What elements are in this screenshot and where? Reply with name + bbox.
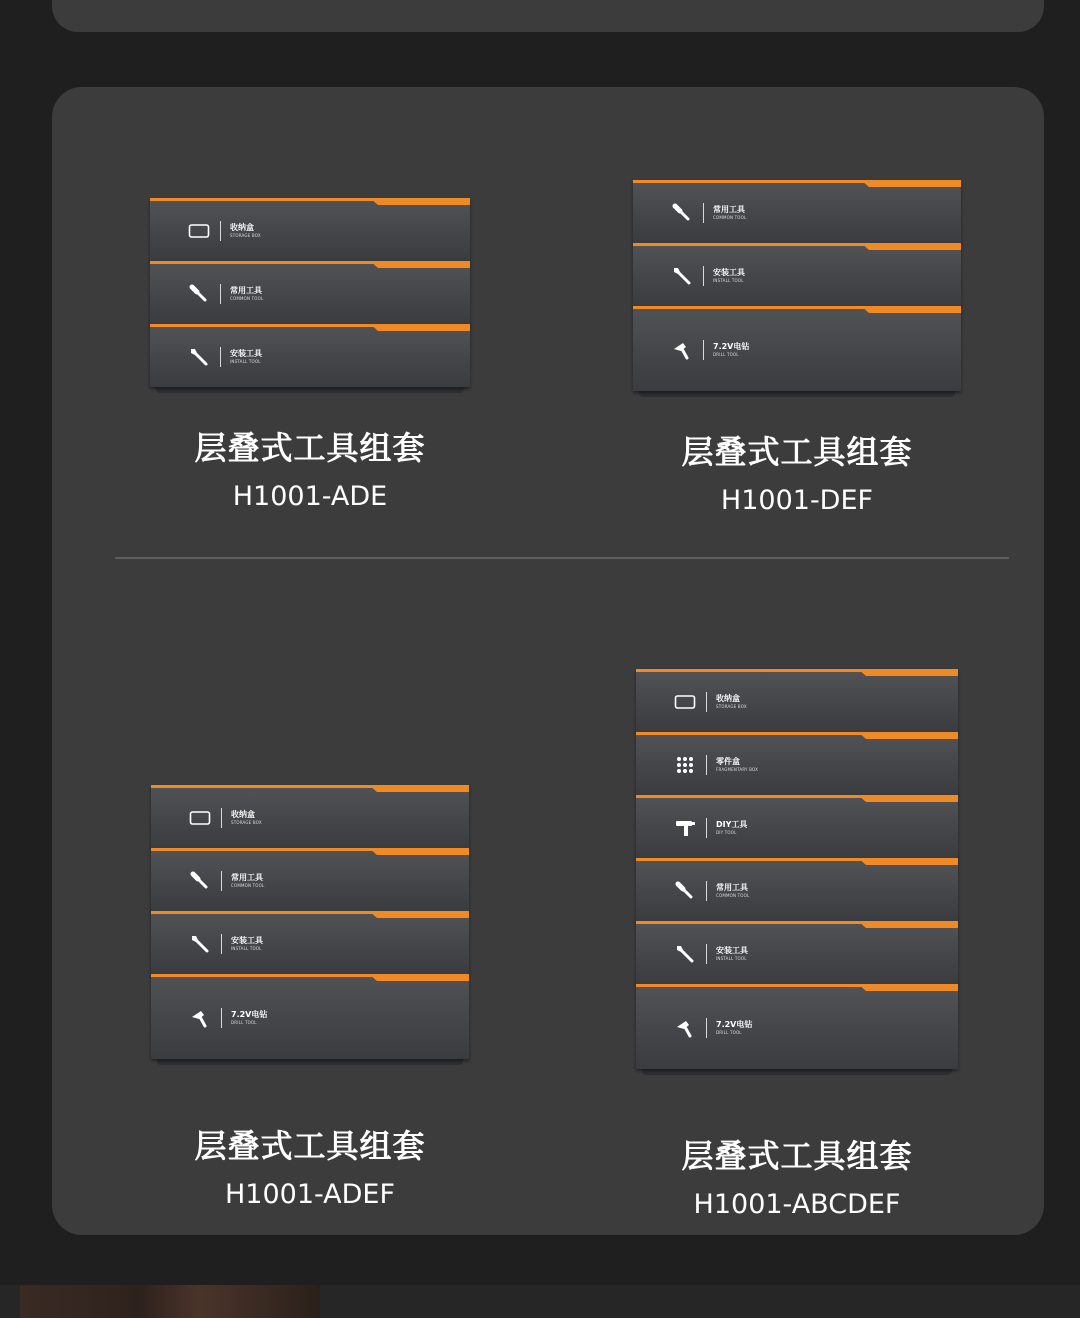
layer-label-cn: 收纳盒: [230, 223, 254, 232]
product-stack: [151, 785, 469, 1065]
label-separator: [220, 284, 221, 304]
layer-label-en: COMMON TOOL: [716, 893, 750, 898]
label-separator: [706, 881, 707, 901]
product-title: 层叠式工具组套: [194, 1127, 426, 1165]
stack-base: [157, 1059, 463, 1065]
label-separator: [221, 1008, 222, 1028]
product-model: H1001-ADE: [232, 481, 388, 512]
tool-layer: [636, 858, 958, 921]
layer-label: [230, 350, 262, 364]
layer-label-cn: 常用工具: [713, 205, 745, 214]
wrench-icon: [671, 265, 693, 287]
product-h1001-ade[interactable]: [100, 198, 520, 512]
label-separator: [703, 203, 704, 223]
wood-texture: [20, 1285, 320, 1318]
layer-label: [231, 1011, 267, 1025]
product-title: 层叠式工具组套: [194, 429, 426, 467]
drill-icon: [674, 1017, 696, 1039]
layer-label: [230, 287, 263, 301]
product-stack: [633, 180, 961, 397]
layer-label: [716, 1021, 752, 1035]
layer-label-cn: 收纳盒: [716, 694, 740, 703]
layer-label: [230, 224, 261, 238]
tool-layer: [150, 198, 470, 261]
glue-gun-icon: [674, 817, 696, 839]
tool-layer: [151, 848, 469, 911]
layer-label-en: DRILL TOOL: [716, 1030, 742, 1035]
tool-layer: [636, 669, 958, 732]
tool-layer: [150, 324, 470, 387]
tool-layer: [151, 785, 469, 848]
label-separator: [703, 266, 704, 286]
screwdriver-icon: [671, 202, 693, 224]
tool-layer: [636, 732, 958, 795]
layer-label-en: DRILL TOOL: [713, 352, 739, 357]
wrench-icon: [188, 346, 210, 368]
layer-label-cn: 7.2V电钻: [716, 1020, 753, 1029]
product-stack: [150, 198, 470, 393]
label-separator: [703, 340, 704, 360]
layer-label: [713, 269, 745, 283]
label-separator: [706, 944, 707, 964]
product-model: H1001-DEF: [720, 485, 874, 516]
layer-label-en: COMMON TOOL: [713, 215, 747, 220]
layer-label-cn: 安装工具: [230, 349, 262, 358]
layer-label: [713, 206, 746, 220]
layer-label: [716, 758, 758, 772]
layer-label-cn: 安装工具: [713, 268, 745, 277]
layer-label-cn: 收纳盒: [231, 810, 255, 819]
layer-label-cn: 安装工具: [231, 936, 263, 945]
layer-label-cn: 常用工具: [231, 873, 263, 882]
product-stack: [636, 669, 958, 1075]
tool-layer: [636, 795, 958, 858]
layer-label-en: INSTALL TOOL: [230, 359, 261, 364]
product-h1001-adef[interactable]: [100, 785, 520, 1210]
tool-layer: [636, 921, 958, 984]
layer-label-cn: DIY工具: [716, 820, 748, 829]
drill-icon: [189, 1007, 211, 1029]
layer-label-cn: 7.2V电钻: [231, 1010, 268, 1019]
storage-box-icon: [674, 691, 696, 713]
layer-label: [716, 695, 747, 709]
tool-layer: [151, 911, 469, 974]
drill-icon: [671, 339, 693, 361]
stack-base: [642, 1069, 952, 1075]
tool-layer: [636, 984, 958, 1069]
layer-label-en: COMMON TOOL: [231, 883, 265, 888]
row-divider: [115, 557, 1009, 559]
layer-label-en: INSTALL TOOL: [713, 278, 744, 283]
storage-box-icon: [189, 807, 211, 829]
screwdriver-icon: [674, 880, 696, 902]
layer-label: [716, 947, 748, 961]
stack-base: [156, 387, 464, 393]
label-separator: [221, 871, 222, 891]
layer-label-en: INSTALL TOOL: [231, 946, 262, 951]
product-title: 层叠式工具组套: [681, 1137, 913, 1175]
layer-label-en: STORAGE BOX: [230, 233, 261, 238]
layer-label-en: STORAGE BOX: [231, 820, 262, 825]
product-h1001-abcdef[interactable]: [587, 669, 1007, 1220]
label-separator: [221, 808, 222, 828]
layer-label-cn: 7.2V电钻: [713, 342, 750, 351]
top-card: [52, 0, 1044, 32]
label-separator: [221, 934, 222, 954]
layer-label: [231, 811, 262, 825]
label-separator: [706, 1018, 707, 1038]
tool-layer: [150, 261, 470, 324]
stack-base: [639, 391, 955, 397]
label-separator: [220, 347, 221, 367]
screwdriver-icon: [188, 283, 210, 305]
layer-label: [716, 821, 747, 835]
wrench-icon: [674, 943, 696, 965]
layer-label: [716, 884, 749, 898]
screwdriver-icon: [189, 870, 211, 892]
label-separator: [706, 692, 707, 712]
layer-label: [231, 874, 264, 888]
layer-label-en: INSTALL TOOL: [716, 956, 747, 961]
tool-layer: [151, 974, 469, 1059]
product-model: H1001-ABCDEF: [693, 1189, 901, 1220]
tool-layer: [633, 243, 961, 306]
product-model: H1001-ADEF: [224, 1179, 395, 1210]
layer-label-en: DRILL TOOL: [231, 1020, 257, 1025]
tool-layer: [633, 306, 961, 391]
bottom-strip: [0, 1285, 1080, 1318]
layer-label-en: DIY TOOL: [716, 830, 737, 835]
tool-layer: [633, 180, 961, 243]
product-h1001-def[interactable]: [587, 180, 1007, 516]
storage-box-icon: [188, 220, 210, 242]
layer-label-en: FRAGMENTARY BOX: [716, 767, 759, 772]
wrench-icon: [189, 933, 211, 955]
layer-label-cn: 常用工具: [716, 883, 748, 892]
layer-label: [231, 937, 263, 951]
parts-grid-icon: [674, 754, 696, 776]
layer-label-en: STORAGE BOX: [716, 704, 747, 709]
layer-label: [713, 343, 749, 357]
layer-label-cn: 零件盒: [716, 757, 740, 766]
layer-label-cn: 常用工具: [230, 286, 262, 295]
layer-label-cn: 安装工具: [716, 946, 748, 955]
label-separator: [220, 221, 221, 241]
layer-label-en: COMMON TOOL: [230, 296, 264, 301]
label-separator: [706, 755, 707, 775]
product-title: 层叠式工具组套: [681, 433, 913, 471]
label-separator: [706, 818, 707, 838]
